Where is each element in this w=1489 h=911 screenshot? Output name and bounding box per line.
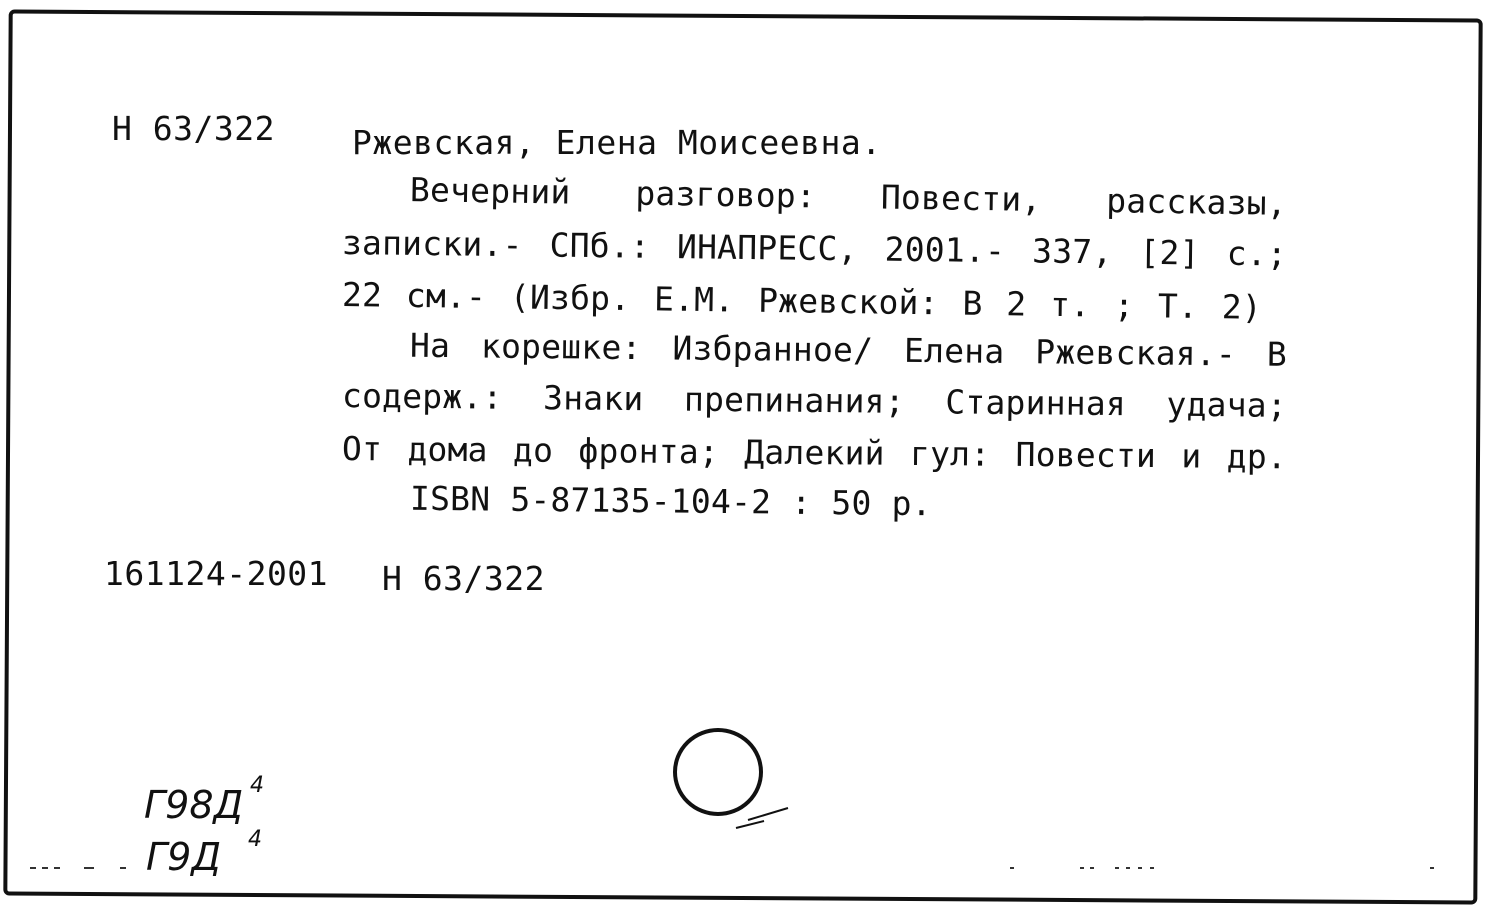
record-shelf-mark: Н 63/322 bbox=[382, 559, 545, 598]
contents-line: содерж.: Знаки препинания; Старинная удача; bbox=[341, 376, 1288, 425]
author-heading: Ржевская, Елена Моисеевна. bbox=[352, 123, 882, 162]
handwritten-superscript-1: 4 bbox=[250, 773, 264, 798]
shelf-mark: Н 63/322 bbox=[112, 109, 275, 148]
hole-tear-mark bbox=[748, 808, 788, 820]
handwritten-note-1-text: Г98Д bbox=[144, 783, 244, 827]
handwritten-notes bbox=[140, 770, 290, 880]
note-line: На корешке: Избранное/ Елена Ржевская.- В bbox=[409, 325, 1288, 374]
series-line: 22 см.- (Избр. Е.М. Ржевской: В 2 т. ; Т. 2) bbox=[341, 275, 1263, 327]
punched-hole-mark bbox=[666, 726, 796, 836]
handwritten-note-line-2 bbox=[146, 827, 262, 879]
record-number: 161124-2001 bbox=[104, 554, 329, 593]
title-line: Вечерний разговор: Повести, рассказы, bbox=[409, 170, 1288, 223]
publication-line: записки.- СПб.: ИНАПРЕСС, 2001.- 337, [2] с.; bbox=[341, 223, 1288, 274]
handwritten-note-2-text: Г9Д bbox=[146, 835, 222, 879]
handwritten-superscript-2: 4 bbox=[248, 827, 262, 852]
isbn-price-line: ISBN 5-87135-104-2 : 50 р. bbox=[409, 478, 932, 524]
handwritten-note-line-1 bbox=[144, 773, 264, 827]
hole-outline bbox=[675, 730, 761, 814]
hole-tear-mark-2 bbox=[736, 821, 764, 828]
bottom-dotted-line bbox=[30, 865, 1470, 871]
contents-line-continued: От дома до фронта; Далекий гул: Повести и др. bbox=[341, 429, 1288, 477]
